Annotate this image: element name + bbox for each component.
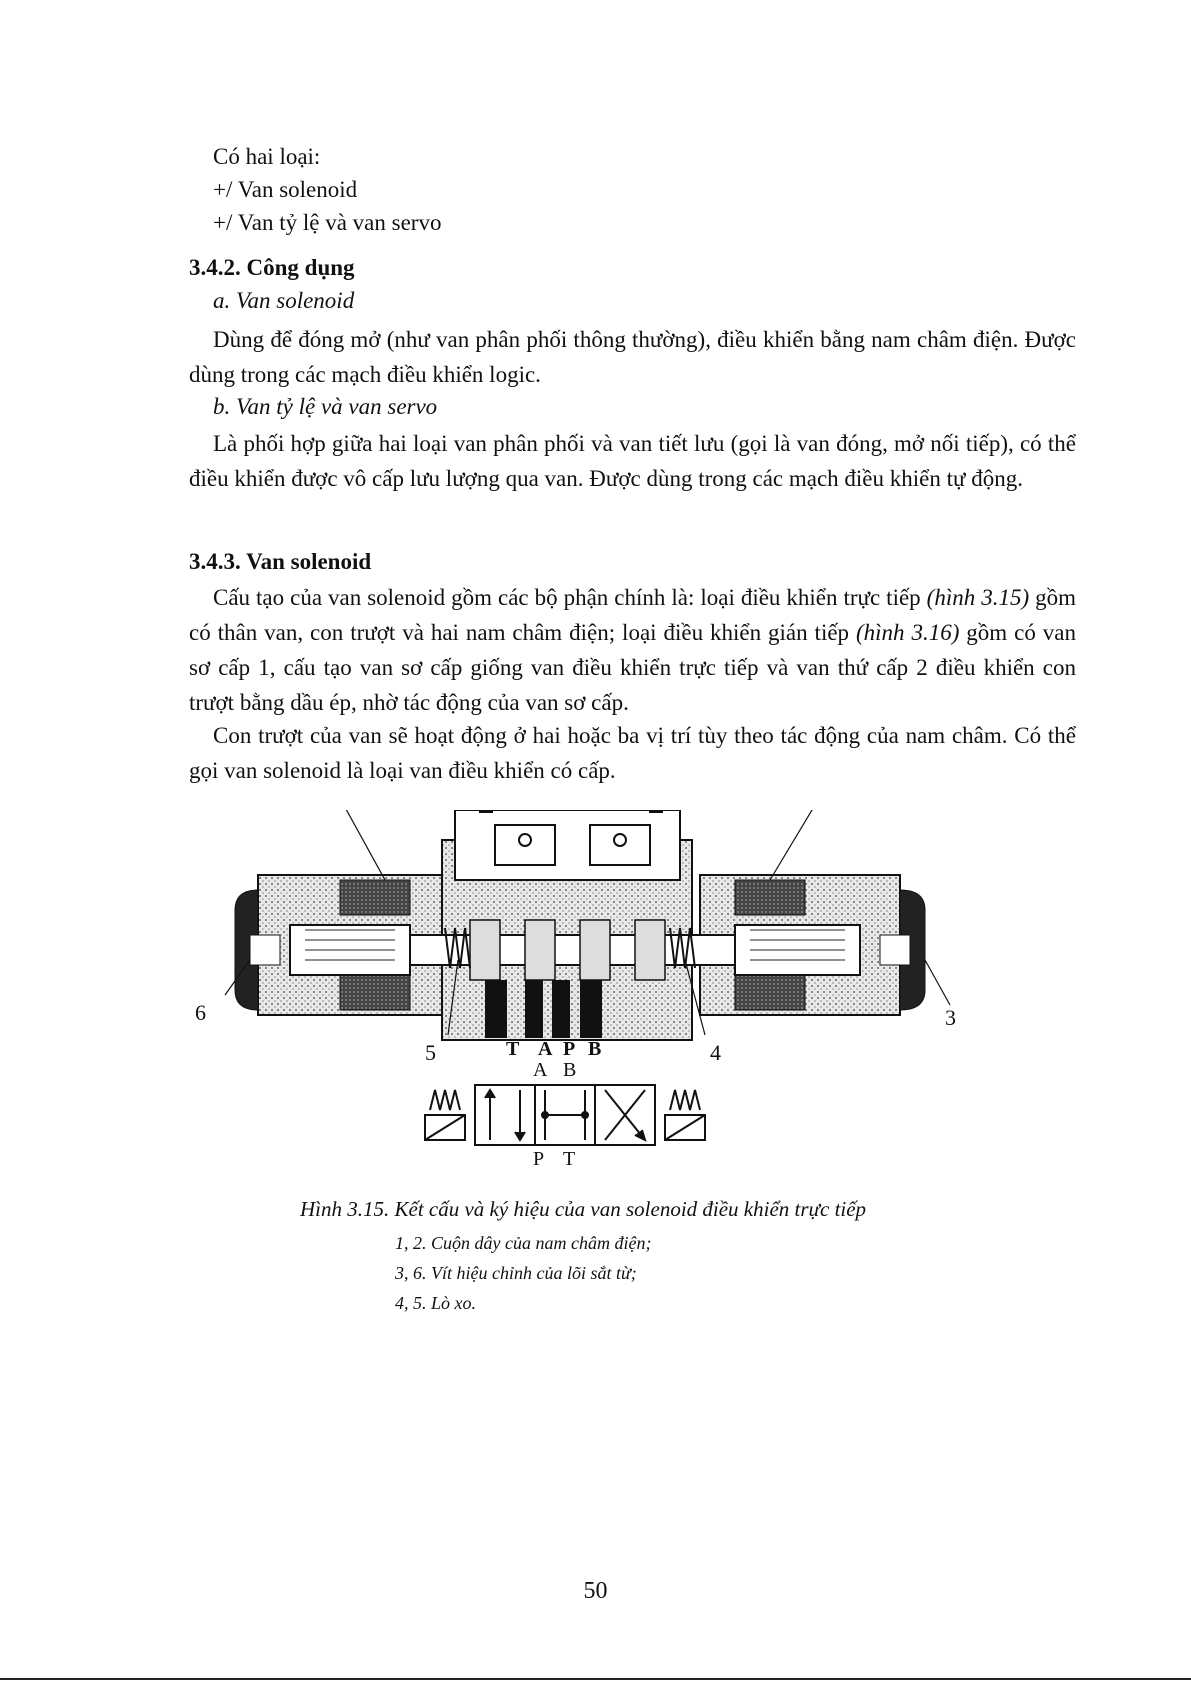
solenoid-valve-figure bbox=[180, 810, 1000, 1210]
port-label-P: P bbox=[563, 1038, 576, 1060]
subheading-b: b. Van tỷ lệ và van servo bbox=[213, 394, 438, 419]
page-bottom-rule bbox=[0, 1678, 1191, 1680]
legend-springs: 4, 5. Lò xo. bbox=[395, 1293, 476, 1313]
intro-item-proportional: +/ Van tỷ lệ và van servo bbox=[213, 210, 442, 235]
port-label-A: A bbox=[538, 1038, 553, 1060]
port-label-T: T bbox=[506, 1038, 520, 1060]
symbol-label-B: B bbox=[563, 1059, 577, 1081]
port-A-channel bbox=[525, 980, 543, 1038]
right-coil bbox=[735, 880, 805, 915]
left-coil bbox=[340, 880, 410, 915]
callout-4: 4 bbox=[710, 1040, 721, 1065]
section-heading-van-solenoid: 3.4.3. Van solenoid bbox=[189, 549, 372, 574]
callout-6: 6 bbox=[195, 1000, 206, 1025]
page-number: 50 bbox=[583, 1578, 608, 1604]
subheading-a: a. Van solenoid bbox=[213, 288, 355, 313]
intro-lead: Có hai loại: bbox=[213, 144, 321, 169]
legend-coils: 1, 2. Cuộn dây của nam châm điện; bbox=[395, 1233, 652, 1253]
symbol-label-A: A bbox=[533, 1059, 548, 1081]
hydraulic-symbol bbox=[425, 1085, 705, 1145]
right-coil-lower bbox=[735, 975, 805, 1010]
structure-text-3: gồm có van sơ cấp 1, cấu tạo van sơ cấp giống van điều khiển trực tiếp và van thứ cấp 2 điều khiển con trượt bằng dầu ép, nhờ tác động của van sơ cấp. bbox=[189, 620, 1076, 715]
section-heading-cong-dung: 3.4.2. Công dụng bbox=[189, 255, 355, 280]
callout-3: 3 bbox=[945, 1005, 956, 1030]
legend-screws: 3, 6. Vít hiệu chỉnh của lõi sắt từ; bbox=[395, 1263, 637, 1283]
port-T-channel bbox=[485, 980, 507, 1038]
paragraph-spool: Con trượt của van sẽ hoạt động ở hai hoặc ba vị trí tùy theo tác động của nam châm. Có thể gọi van solenoid là loại van điều khiển có cấp. bbox=[189, 723, 1076, 783]
structure-text-2: gồm có thân van, con trượt và hai nam châm điện; loại điều khiển gián tiếp bbox=[189, 585, 1076, 645]
figure-ref-3-16: (hình 3.16) bbox=[855, 620, 960, 645]
figure-ref-3-15: (hình 3.15) bbox=[926, 585, 1030, 610]
port-label-B: B bbox=[588, 1038, 602, 1060]
figure-caption: Hình 3.15. Kết cấu và ký hiệu của van solenoid điều khiển trực tiếp bbox=[300, 1197, 867, 1221]
callout-5: 5 bbox=[425, 1040, 436, 1065]
port-B-channel bbox=[580, 980, 602, 1038]
port-P-channel bbox=[552, 980, 570, 1038]
paragraph-b: Là phối hợp giữa hai loại van phân phối và van tiết lưu (gọi là van đóng, mở nối tiếp), có thể điều khiển được vô cấp lưu lượng qua van. Được dùng trong các mạch điều khiển tự động. bbox=[189, 431, 1076, 491]
structure-text-1: Cấu tạo của van solenoid gồm các bộ phận chính là: loại điều khiển trực tiếp bbox=[213, 585, 927, 610]
symbol-label-T: T bbox=[563, 1148, 576, 1170]
left-coil-lower bbox=[340, 975, 410, 1010]
symbol-label-P: P bbox=[533, 1148, 545, 1170]
paragraph-a: Dùng để đóng mở (như van phân phối thông thường), điều khiển bằng nam châm điện. Được dùng trong các mạch điều khiển logic. bbox=[189, 327, 1076, 387]
paragraph-structure bbox=[189, 580, 1076, 720]
intro-item-solenoid: +/ Van solenoid bbox=[213, 177, 358, 202]
